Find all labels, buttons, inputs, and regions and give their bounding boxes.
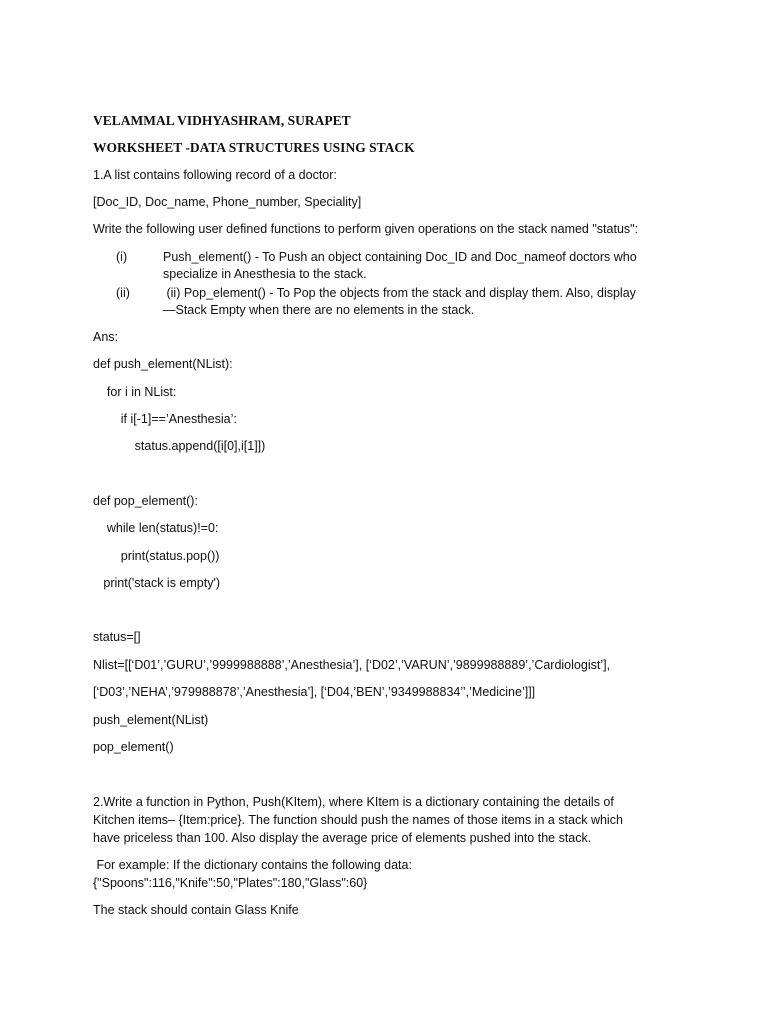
q1-item-1-line2: specialize in Anesthesia to the stack. bbox=[163, 267, 367, 281]
code-line: while len(status)!=0: bbox=[93, 521, 219, 535]
q1-item-1-line1: Push_element() - To Push an object containing Doc_ID and Doc_nameof doctors who bbox=[163, 250, 637, 264]
code-line: if i[-1]==’Anesthesia’: bbox=[93, 412, 237, 426]
q2-example-line: For example: If the dictionary contains the following data: bbox=[93, 858, 412, 872]
code-line: print(status.pop()) bbox=[93, 549, 220, 563]
code-line: pop_element() bbox=[93, 740, 174, 754]
q2-paragraph-line: have priceless than 100. Also display the average price of elements pushed into the stack. bbox=[93, 831, 592, 845]
q2-example-line: {"Spoons":116,"Knife":50,"Plates":180,"Glass":60} bbox=[93, 876, 368, 890]
q1-record: [Doc_ID, Doc_name, Phone_number, Speciality] bbox=[93, 195, 362, 209]
code-line: status.append([i[0],i[1]]) bbox=[93, 439, 266, 453]
code-line: print('stack is empty') bbox=[93, 576, 221, 590]
code-line: def pop_element(): bbox=[93, 494, 198, 508]
code-line: status=[] bbox=[93, 630, 141, 644]
answer-label: Ans: bbox=[93, 330, 119, 344]
school-name: VELAMMAL VIDHYASHRAM, SURAPET bbox=[93, 113, 351, 128]
q2-result: The stack should contain Glass Knife bbox=[93, 903, 299, 917]
q1-item-2-number: (ii) bbox=[116, 286, 130, 300]
q1-item-1-number: (i) bbox=[116, 250, 128, 264]
q2-paragraph-line: Kitchen items– {Item:price}. The function should push the names of those items in a stack which bbox=[93, 813, 623, 827]
code-line: Nlist=[[‘D01’,’GURU’,’9999988888’,’Anesthesia’], [‘D02’,’VARUN’,’9899988889’,’Cardiologist’], bbox=[93, 658, 611, 672]
q1-task: Write the following user defined functions to perform given operations on the stack named "status": bbox=[93, 222, 639, 236]
q1-item-2-line1: (ii) Pop_element() - To Pop the objects from the stack and display them. Also, display bbox=[163, 286, 636, 300]
code-line: def push_element(NList): bbox=[93, 357, 233, 371]
q1-item-2-line2: —Stack Empty when there are no elements in the stack. bbox=[163, 303, 475, 317]
code-line: push_element(NList) bbox=[93, 713, 209, 727]
q1-intro: 1.A list contains following record of a doctor: bbox=[93, 168, 337, 182]
code-line: for i in NList: bbox=[93, 385, 177, 399]
q2-paragraph-line: 2.Write a function in Python, Push(KItem), where KItem is a dictionary containing the details of bbox=[93, 795, 614, 809]
code-line: [‘D03’,’NEHA’,’979988878’,’Anesthesia’], [‘D04,’BEN’,’9349988834’’,’Medicine’]]] bbox=[93, 685, 536, 699]
worksheet-title: WORKSHEET -DATA STRUCTURES USING STACK bbox=[93, 140, 415, 155]
